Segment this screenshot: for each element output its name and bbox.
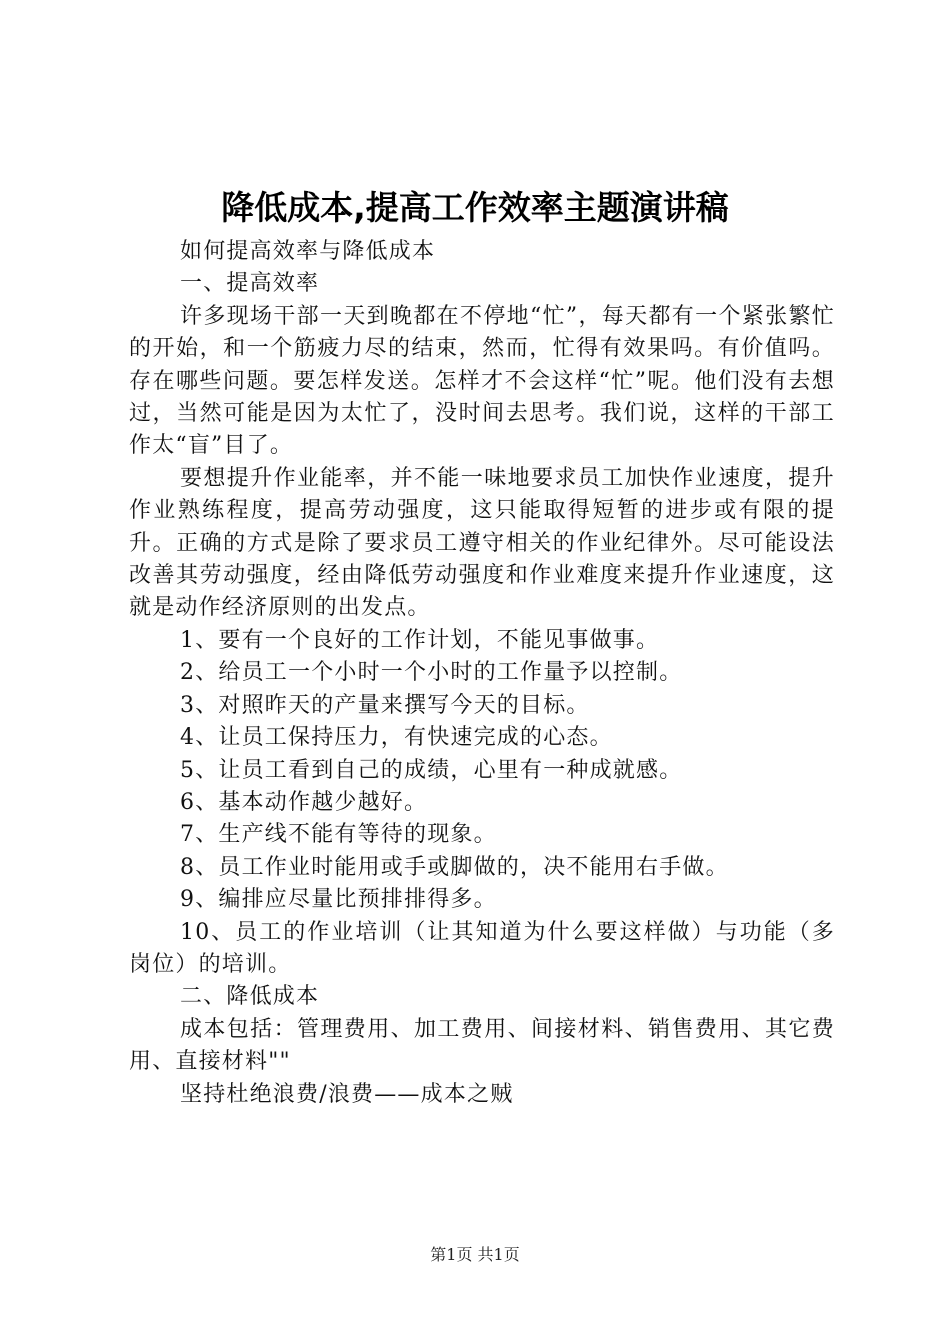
list-item: 1、要有一个良好的工作计划，不能见事做事。	[180, 627, 660, 653]
list-item: 7、生产线不能有等待的现象。	[180, 822, 497, 848]
list-item: 3、对照昨天的产量来撰写今天的目标。	[180, 692, 590, 718]
list-item: 6、基本动作越少越好。	[180, 789, 428, 815]
section-heading-2: 二、降低成本	[180, 984, 320, 1010]
paragraph: 许多现场干部一天到晚都在不停地“忙”，每天都有一个紧张繁忙的开始，和一个筋疲力尽的结束，然而，忙得有效果吗。有价值吗。存在哪些问题。要怎样发送。怎样才不会这样“忙”呢。他们没有去想过，当然可能是因为太忙了，没时间去思考。我们说，这样的干部工作太“盲”目了。	[129, 303, 835, 459]
paragraph: 要想提升作业能率，并不能一味地要求员工加快作业速度，提升作业熟练程度，提高劳动强度，这只能取得短暂的进步或有限的提升。正确的方式是除了要求员工遵守相关的作业纪律外。尽可能设法改善其劳动强度，经由降低劳动强度和作业难度来提升作业速度，这就是动作经济原则的出发点。	[129, 465, 835, 621]
paragraph-subtitle: 如何提高效率与降低成本	[180, 239, 436, 264]
list-item: 8、员工作业时能用或手或脚做的，决不能用右手做。	[180, 854, 729, 880]
section-heading-1: 一、提高效率	[180, 271, 320, 297]
list-item: 10、员工的作业培训（让其知道为什么要这样做）与功能（多岗位）的培训。	[129, 919, 835, 977]
paragraph: 成本包括：管理费用、加工费用、间接材料、销售费用、其它费用、直接材料""	[129, 1016, 835, 1075]
list-item: 2、给员工一个小时一个小时的工作量予以控制。	[180, 660, 683, 686]
paragraph: 坚持杜绝浪费/浪费——成本之贼	[180, 1081, 514, 1107]
page-footer: 第1页 共1页	[430, 1245, 520, 1264]
list-item: 5、让员工看到自己的成绩，心里有一种成就感。	[180, 757, 683, 783]
document-title: 降低成本,提高工作效率主题演讲稿	[221, 188, 729, 227]
list-item: 4、让员工保持压力，有快速完成的心态。	[180, 725, 613, 751]
document-body	[129, 236, 835, 1111]
list-item: 9、编排应尽量比预排排得多。	[180, 887, 497, 913]
